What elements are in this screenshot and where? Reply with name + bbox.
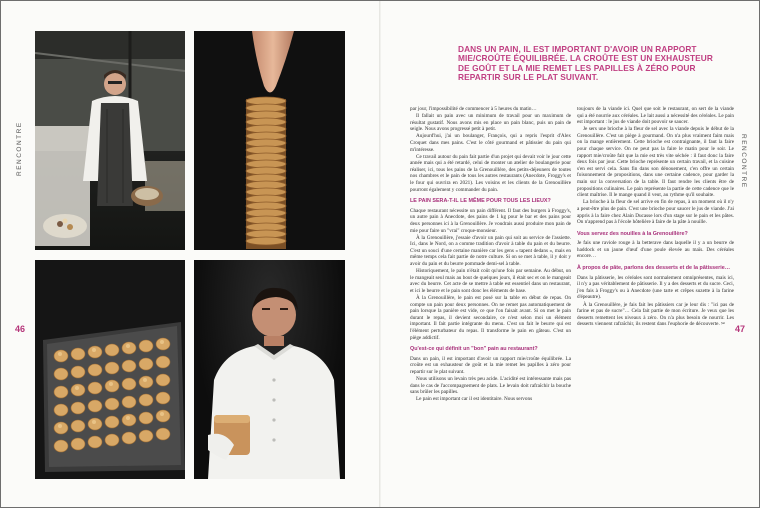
pastry-tray-photo [35,260,185,479]
magazine-spread [1,1,759,507]
pull-quote: DANS UN PAIN, IL EST IMPORTANT D'AVOIR UN RAPPORT MIE/CROÛTE ÉQUILIBRÉE. LA CROÛTE EST UN EXHAUSTEUR DE GOÛT ET LA MIE REMET LES PAPILLES À ZÉRO POUR REPARTIR SUR LE PLAT SUIVANT. [458,44,713,82]
paragraph: toujours de la viande ici. Quel que soit le restaurant, on sert de la viande qui a été nourrie aux céréales. Le lait aussi a nécessité des céréales. Le pain est important : le jus de viande doit pouvoir se saucer. [577,106,734,126]
paragraph: Nous utilisons un levain très peu acide. L'acidité est intéressante mais pas dans le cas de l'accompagnement de plats. Le levain doit rafraîchir la bouche sans brûler les papilles. [410,376,571,396]
paragraph: Je sers une brioche à la fleur de sel avec la viande depuis le début de la Grenouillère. C'est un piège à gourmand. On n'a plus vraiment faim mais on la mange entièrement. Cette brioche est contraignante, il faut la faire pour chaque service. On ne peut pas la faire le matin pour le soir. Le rapport mie/croûte fait que la mie est très vite séchée : il faut donc la faire deux fois par jour. Cette brioche représente un certain travail, et la cuisine s'en est servi cela. Sans fin dans son dénouement, c'en offre un certain foisonnement de propositions, dans une certaine cadence, pour garder la main sur la conversation de la table. Il faut rendre les clients être de propositions culinaires. Le pain représente la partie de cette cadence que le client maîtrise. Il le mange quand il veut, au rythme qu'il souhaite. [577,126,734,199]
paragraph: Ce travail autour du pain fait partie d'un projet qui devait voir le jour cette année mais qui a été retardé, celui de monter un atelier de boulangerie pour réaliser, ici, tous les pains de la Grenouillère, des petits-déjeuners de toutes nos chambres et le pain de tous les autres restaurants (Anecdote, Froggy's et le four qui ouvrira en 2021). Les voisins et les clients de la Grenouillère pourront également y commander du pain. [410,153,571,193]
question-heading: Vous servez des nouilles à la Grenouillère? [577,230,688,237]
question-heading: Qu'est-ce qui définit un "bon" pain au restaurant? [410,346,538,353]
paragraph: Historiquement, le pain n'était coût qu'une fois par semaine. Au début, on le mangeait seul mais au bout de quelques jours, il était sec et on le mangeait avec du beurre. Cet acte de se mettre à table est essentiel dans un restaurant, et ici le beurre et le pain sont donc les éléments de base. [410,268,571,294]
paragraph: Le pain est important car il est identitaire. Nous servons [416,396,533,403]
page-number-right: 47 [735,324,746,334]
paragraph: À la Grenouillère, le pain est posé sur la table en début de repas. On compte un pain pour deux personnes. On ne remet pas automatiquement de pain lorsque la panière est vide, ce que l'on faisait avant. Si on met le pain durant le repas, il devient secondaire, ce n'est selon moi un élément important. Il fait partie intégrante du menu. C'est un fait le beurre qui est l'élément perturbateur du repas. Il transforme le pain en gâteau. C'est un piège addictif. [410,295,571,341]
question-heading: À propos de pâte, parlons des desserts et de la pâtisserie… [577,265,731,272]
paragraph: par jour, l'impossibilité de commencer à 5 heures du matin… [410,106,537,112]
page-gutter [379,1,381,507]
paragraph: Il fallait un pain avec un minimum de travail pour un maximum de résultat gustatif. Nous avons mis en place un pain blanc, puis un pain de seigle. Nous avons progressé petit à petit. [410,113,571,133]
article-column-right [577,106,734,328]
paragraph: À la Grenouillère, je fais fait les pâtissiers car je leur dis : "ici pas de farine et pas de sucre"… Cela fait partie de mon écriture. Je veux que les desserts remettent les niveaux à zéro. On n'a plus besoin de nourrir. Les desserts viennent rafraîchir, ils restent dans l'euphorie de découverte. ✂ [577,301,734,328]
paragraph: Dans un pain, il est important d'avoir un rapport mie/croûte équilibrée. La croûte est un exhausteur de goût et la mie remet les papilles à zéro pour repartir sur le plat suivant. [410,355,571,375]
bread-stack-photo [194,31,345,250]
page-number-left: 46 [15,324,26,334]
section-label-left: RENCONTRE [16,121,23,176]
paragraph: Dans la pâtisserie, les céréales sont normalement omniprésentes, mais ici, il n'y a pas véritablement de pâtisserie. Il y a des desserts et du sucre. Ceci, j'en fais à Froggy's ou à Anecdote (une tarte et crêpes suzette à la farine d'épeautre). [577,274,734,301]
question-heading: LE PAIN SERA-T-IL LE MÊME POUR TOUS LES LIEUX? [410,198,551,205]
paragraph: À la Grenouillère, j'essaie d'avoir un pain qui soit au service de l'assiette. Ici, dans le Nord, on a comme tradition d'avoir à table du pain et du beurre. C'est un souci d'une certaine manière car les gens « tapent dedans », mais en même temps cela fait partie de notre culture. Si on se met à table, il y doit y avoir du pain et du beurre pommade demi-sel à table. [410,234,571,268]
paragraph: Je fais une raviole rouge à la betterave dans laquelle il y a un beurre de haddock et un jaune d'œuf d'une poule élevée au maïs. Des céréales encore… [577,240,734,260]
article-column-left [410,106,571,403]
paragraph: Aujourd'hui, j'ai un boulanger, François, qui a repris l'esprit d'Alex Croquet dans mes pains. C'est le côté gourmand et pâtissier du pain qui m'intéresse. [410,133,571,153]
paragraph: La brioche à la fleur de sel arrive en fin de repas, à un moment où il n'y a peut-être plus de pain. C'est une brioche pour saucer le jus de viande. J'ai appris à la faire chez Alain Ducasse lors d'un stage sur le pain et les pâtes. On n'apprend pas à l'école hôtelière à faire de la pâte à nouille. [577,199,734,226]
chef-holding-bread-photo [194,260,345,479]
paragraph: Chaque restaurant nécessite un pain différent. Il faut des burgers à Froggy's, un autre pain à Anecdote, des pains de 1 kg pour le bar et des pains pour deux personnes ici à la Grenouillère. Je voudrais aussi produire mon pain de mie pour faire un "vrai" croque-monsieur. [410,207,571,234]
chef-portrait-photo [35,31,185,250]
section-label-right: RENCONTRE [740,134,747,189]
